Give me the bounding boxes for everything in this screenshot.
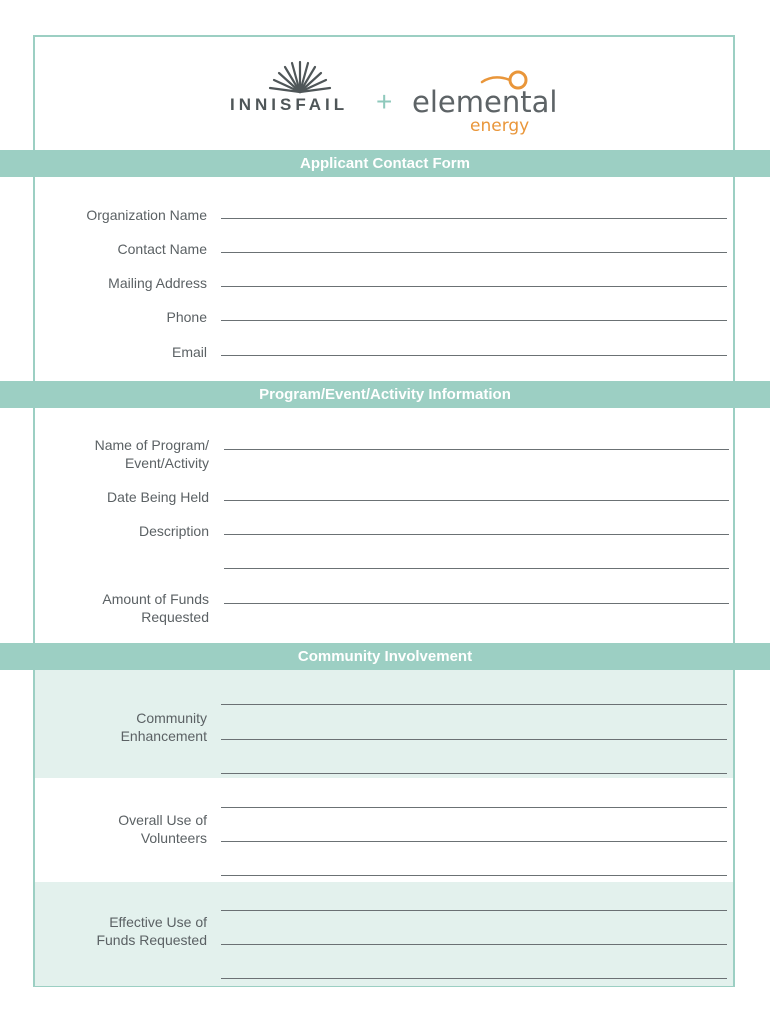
description-field-line2[interactable]	[224, 568, 729, 569]
volunteers-field-line2[interactable]	[221, 841, 727, 842]
email-field[interactable]	[221, 355, 727, 356]
energy-wordmark: energy	[470, 116, 530, 136]
effective-use-field-line1[interactable]	[221, 910, 727, 911]
phone-field[interactable]	[221, 320, 727, 321]
community-enhancement-field-line2[interactable]	[221, 739, 727, 740]
label-funds-line1: Effective Use of	[109, 914, 207, 930]
contact-name-field[interactable]	[221, 252, 727, 253]
label-date-being-held: Date Being Held	[107, 489, 209, 505]
label-community-line1: Community	[136, 710, 207, 726]
elemental-wordmark: elemental	[412, 85, 558, 119]
label-amount-line2: Requested	[141, 609, 209, 625]
effective-use-field-line3[interactable]	[221, 978, 727, 979]
mailing-address-field[interactable]	[221, 286, 727, 287]
label-effective-use-of-funds	[96, 913, 207, 949]
label-contact-name: Contact Name	[117, 241, 207, 257]
label-phone: Phone	[166, 309, 207, 325]
label-program-name	[95, 436, 209, 472]
label-organization-name: Organization Name	[86, 207, 207, 223]
volunteers-field-line1[interactable]	[221, 807, 727, 808]
label-program-name-line2: Event/Activity	[124, 455, 209, 471]
section-header-contact: Applicant Contact Form	[0, 150, 770, 177]
label-volunteers-line2: Volunteers	[140, 830, 207, 846]
label-mailing-address: Mailing Address	[108, 275, 207, 291]
description-field-line1[interactable]	[224, 534, 729, 535]
section-header-community: Community Involvement	[0, 643, 770, 670]
section-header-program: Program/Event/Activity Information	[0, 381, 770, 408]
label-amount-of-funds	[102, 590, 209, 626]
label-community-enhancement	[121, 709, 207, 745]
label-program-name-line1: Name of Program/	[94, 437, 209, 453]
plus-sign: +	[376, 86, 393, 117]
sunburst-icon	[264, 58, 336, 94]
community-enhancement-field-line3[interactable]	[221, 773, 727, 774]
volunteers-field-line3[interactable]	[221, 875, 727, 876]
label-community-line2: Enhancement	[120, 728, 207, 744]
label-volunteers	[118, 811, 207, 847]
label-email: Email	[171, 344, 207, 360]
program-name-field[interactable]	[224, 449, 729, 450]
effective-use-field-line2[interactable]	[221, 944, 727, 945]
community-enhancement-field-line1[interactable]	[221, 704, 727, 705]
header-logo	[230, 58, 558, 138]
label-funds-line2: Funds Requested	[96, 932, 207, 948]
amount-of-funds-field[interactable]	[224, 603, 729, 604]
innisfail-wordmark: INNISFAIL	[230, 95, 349, 114]
label-description: Description	[138, 523, 209, 539]
label-volunteers-line1: Overall Use of	[118, 812, 207, 828]
date-being-held-field[interactable]	[224, 500, 729, 501]
label-amount-line1: Amount of Funds	[102, 591, 209, 607]
organization-name-field[interactable]	[221, 218, 727, 219]
